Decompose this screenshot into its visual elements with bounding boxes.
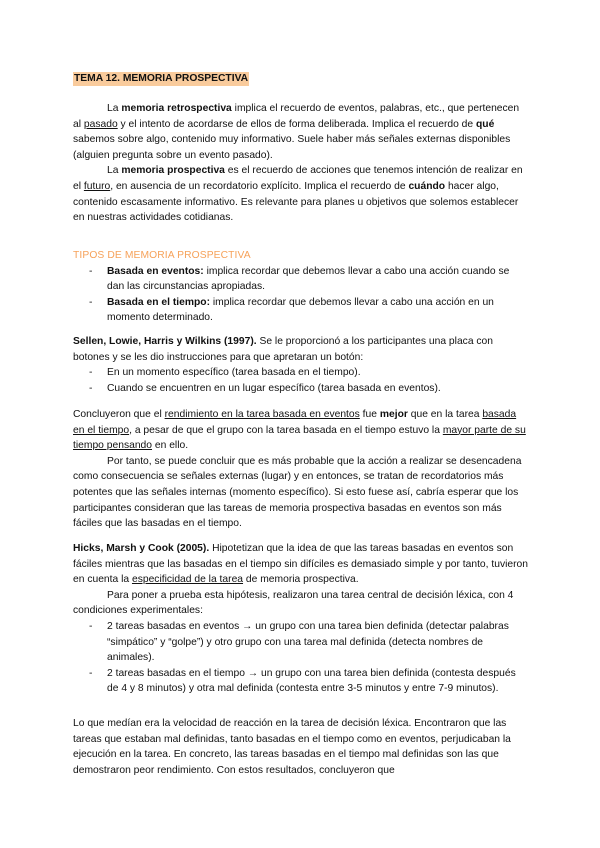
list-item: - 2 tareas basadas en el tiempo → un grupo con una tarea bien definida (contesta después de 4 y 8 minutos) y otra mal definida (contesta entre 3-5 minutos y entre 7-9 minutos). — [73, 666, 528, 697]
paragraph-final: Lo que medían era la velocidad de reacción en la tarea de decisión léxica. Encontraron que las tareas que estaban mal definidas, tanto basadas en el tiempo como en eventos, perjudicaban la ejecución en la tarea. En concreto, las tareas basadas en el tiempo mal definidas son las que demostraron peor rendimiento. Con estos resultados, concluyeron que — [73, 718, 511, 776]
paragraph-prueba: Para poner a prueba esta hipótesis, realizaron una tarea central de decisión léxica, con 4 condiciones experimentales: — [73, 589, 514, 617]
text-run: sabemos sobre algo, contenido muy informativo. Suele haber más señales externas disponibles (alguien pregunta sobre un evento pasado). — [73, 134, 511, 161]
term-memoria-prospectiva: memoria prospectiva — [121, 165, 225, 177]
text-run: Hipotetizan que la idea de que las tareas basadas en eventos son fáciles mientras que las basadas en el tiempo sin difíciles es demasiado simple y por tanto, tuvieron en cuenta la — [73, 543, 529, 586]
study-reference: Hicks, Marsh y Cook (2005). — [73, 543, 210, 554]
underlined-futuro: futuro — [83, 180, 111, 192]
underlined-phrase: rendimiento en la tarea basada en eventos — [164, 409, 360, 420]
section-heading: TIPOS DE MEMORIA PROSPECTIVA — [73, 250, 251, 261]
underlined-phrase: mayor parte de su tiempo pensando — [73, 424, 526, 452]
text-run: y el intento de acordarse de ellos de forma deliberada. Implica el recuerdo de — [117, 118, 476, 130]
list-item: - Cuando se encuentren en un lugar específico (tarea basada en eventos). — [73, 381, 528, 397]
text-run: es el recuerdo de acciones que tenemos intención de realizar en el — [73, 165, 523, 192]
text-run: en ello. — [152, 440, 189, 452]
text-run: , a pesar de que el grupo con la tarea basada en el tiempo estuvo la — [129, 424, 443, 436]
list-item-term: Basada en eventos: — [107, 265, 204, 277]
bold-que: qué — [476, 118, 495, 130]
bold-cuando: cuándo — [408, 180, 446, 192]
list-item-text: implica recordar que debemos llevar a cabo una acción cuando se dan las circunstancias apropiadas. — [107, 265, 510, 293]
page-title: TEMA 12. MEMORIA PROSPECTIVA — [74, 73, 249, 84]
sellen-list — [73, 365, 528, 396]
paragraph-prospectiva — [73, 163, 528, 225]
list-item-term: Basada en el tiempo: — [107, 296, 210, 308]
paragraph-retrospectiva — [73, 101, 528, 163]
paragraph-concluyeron — [73, 407, 528, 454]
text-run: que en la tarea — [407, 409, 483, 420]
sellen-intro — [73, 334, 528, 365]
text-run: hacer algo, contenido escasamente informativo. Es relevante para planes u objetivos que solemos establecer en nuestras actividades cotidianas. — [73, 180, 519, 224]
term-memoria-retrospectiva: memoria retrospectiva — [121, 103, 232, 114]
sellen-section — [73, 334, 528, 396]
list-item — [73, 295, 528, 326]
list-item — [73, 264, 528, 295]
underlined-phrase: basada en el tiempo — [73, 409, 517, 436]
list-item: - En un momento específico (tarea basada en el tiempo). — [73, 365, 528, 381]
text-run: Se le proporcionó a los participantes una placa con botones y se les dio instrucciones para que apretaran un botón: — [73, 336, 494, 363]
text-run: La — [107, 165, 122, 177]
text-run: La — [107, 103, 122, 114]
text-run: de memoria prospectiva. — [243, 574, 359, 586]
list-item: - 2 tareas basadas en eventos → un grupo con una tarea bien definida (detectar palabras “simpático” y “golpe”) y otro grupo con una tarea mal definida (detecta nombres de animales). — [73, 619, 528, 666]
tipos-section — [73, 248, 528, 326]
text-run: Concluyeron que el — [73, 409, 165, 420]
paragraph-por-tanto: Por tanto, se puede concluir que es más probable que la acción a realizar se desencadena como consecuencia se señales externas (lugar) y en entonces, se tratan de recordatorios más potentes que las señales internas (momento específico). Si esto fuese así, cabría esperar que los participantes consideran que las tareas de memoria prospectiva basadas en eventos son más fáciles que las basadas en el tiempo. — [73, 455, 522, 530]
text-run: fue — [359, 409, 380, 420]
intro-section — [73, 101, 528, 226]
hicks-list — [73, 619, 528, 697]
hicks-final — [73, 716, 528, 778]
sellen-conclusion — [73, 407, 528, 532]
tipos-list — [73, 264, 528, 326]
text-run: , en ausencia de un recordatorio explícito. Implica el recuerdo de — [110, 180, 409, 192]
text-run: implica el recuerdo de eventos, palabras, etc., que pertenecen al — [73, 103, 520, 130]
bold-mejor: mejor — [379, 409, 408, 420]
list-item-text: implica recordar que debemos llevar a cabo una acción en un momento determinado. — [107, 296, 494, 324]
hicks-section — [73, 541, 528, 697]
underlined-phrase: especificidad de la tarea — [131, 574, 244, 586]
underlined-pasado: pasado — [83, 118, 118, 130]
hicks-intro — [73, 541, 528, 588]
study-reference: Sellen, Lowie, Harris y Wilkins (1997). — [73, 336, 257, 347]
